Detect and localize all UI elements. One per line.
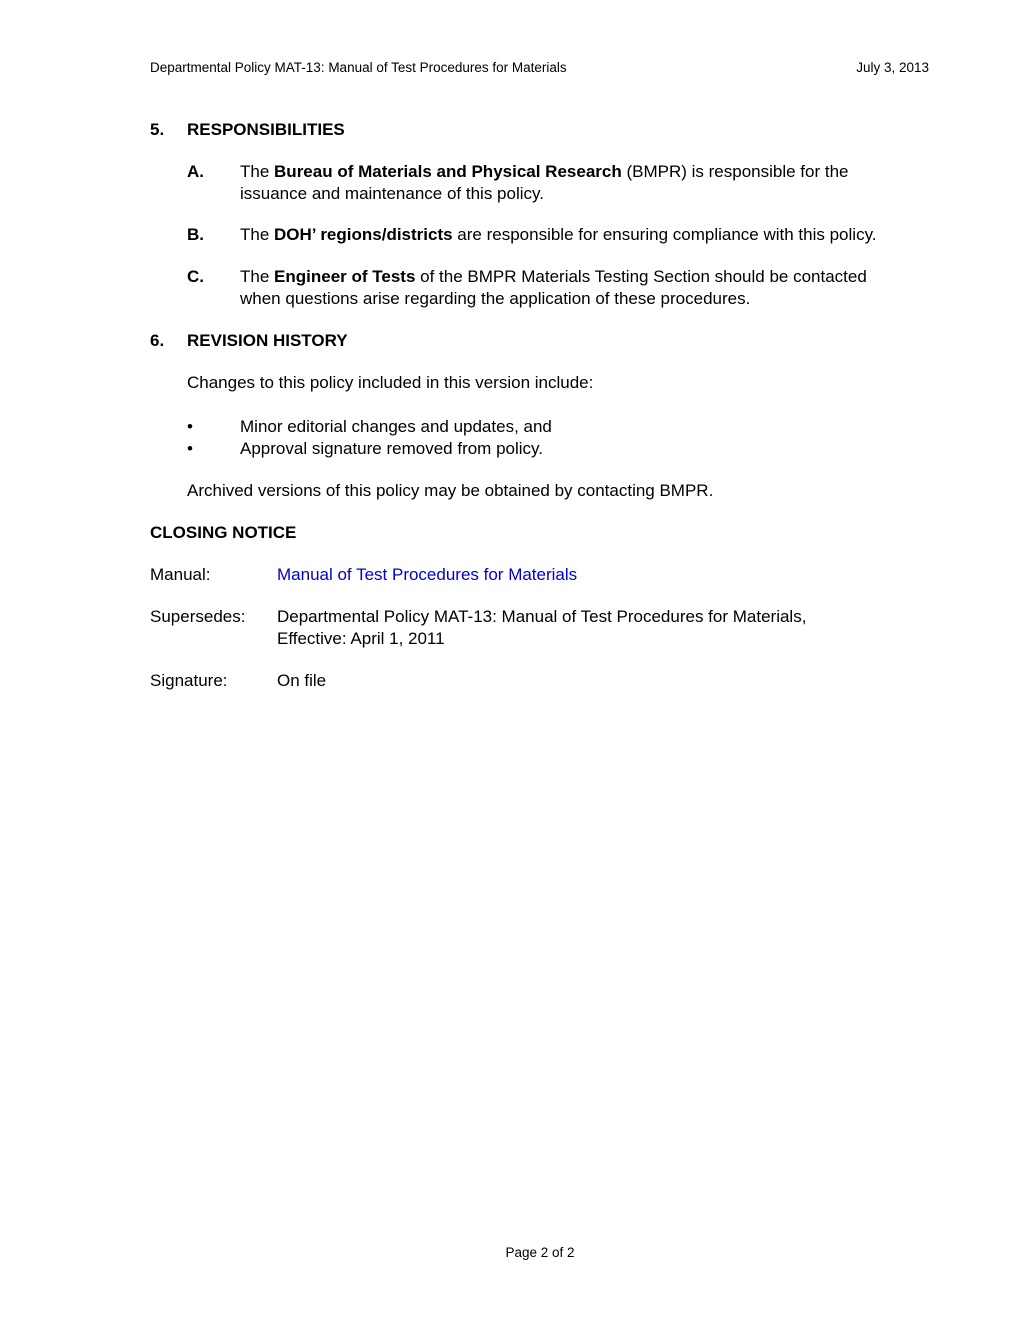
bullet-1-symbol: • <box>187 417 193 436</box>
header-title: Departmental Policy MAT-13: Manual of Test Procedures for Materials <box>150 60 567 75</box>
item-a-rest: (BMPR) is responsible for the <box>621 162 849 181</box>
bullet-2-symbol: • <box>187 439 193 458</box>
item-a-bold: Bureau of Materials and Physical Research <box>274 162 622 181</box>
item-c-letter: C. <box>187 267 204 286</box>
item-b-rest: are responsible for ensuring compliance with this policy. <box>452 225 877 244</box>
item-a-line1 <box>240 161 940 183</box>
item-b-line1 <box>240 224 940 246</box>
item-c-text <box>240 266 940 310</box>
bullet-2-text: Approval signature removed from policy. <box>240 439 543 458</box>
item-b-pre: The <box>240 225 275 244</box>
section-6-number: 6. <box>150 331 165 350</box>
section-5-title: RESPONSIBILITIES <box>187 120 345 139</box>
item-b-letter: B. <box>187 225 204 244</box>
item-a-letter: A. <box>187 162 204 181</box>
item-a-line2: issuance and maintenance of this policy. <box>240 184 544 203</box>
revision-intro: Changes to this policy included in this version include: <box>187 373 594 392</box>
supersedes-value <box>277 606 927 650</box>
item-b-text <box>240 224 940 246</box>
archived-note: Archived versions of this policy may be obtained by contacting BMPR. <box>187 481 714 500</box>
section-5-number: 5. <box>150 120 165 139</box>
item-a-pre: The <box>240 162 275 181</box>
closing-notice-title: CLOSING NOTICE <box>150 523 297 542</box>
signature-value: On file <box>277 671 327 690</box>
manual-label: Manual: <box>150 565 211 584</box>
page-number: Page 2 of 2 <box>505 1245 575 1260</box>
supersedes-line1: Departmental Policy MAT-13: Manual of Test Procedures for Materials, <box>277 607 807 626</box>
supersedes-line2: Effective: April 1, 2011 <box>277 629 445 648</box>
signature-label: Signature: <box>150 671 228 690</box>
item-c-line1 <box>240 266 940 288</box>
section-6-title: REVISION HISTORY <box>187 331 348 350</box>
item-c-rest: of the BMPR Materials Testing Section should be contacted <box>415 267 867 286</box>
header-date: July 3, 2013 <box>856 60 929 75</box>
item-c-pre: The <box>240 267 275 286</box>
item-a-text <box>240 161 940 205</box>
item-c-bold: Engineer of Tests <box>274 267 416 286</box>
manual-link[interactable]: Manual of Test Procedures for Materials <box>277 565 578 584</box>
item-b-bold: DOH’ regions/districts <box>274 225 453 244</box>
item-c-line2: when questions arise regarding the application of these procedures. <box>240 289 751 308</box>
supersedes-label: Supersedes: <box>150 607 246 626</box>
bullet-1-text: Minor editorial changes and updates, and <box>240 417 552 436</box>
